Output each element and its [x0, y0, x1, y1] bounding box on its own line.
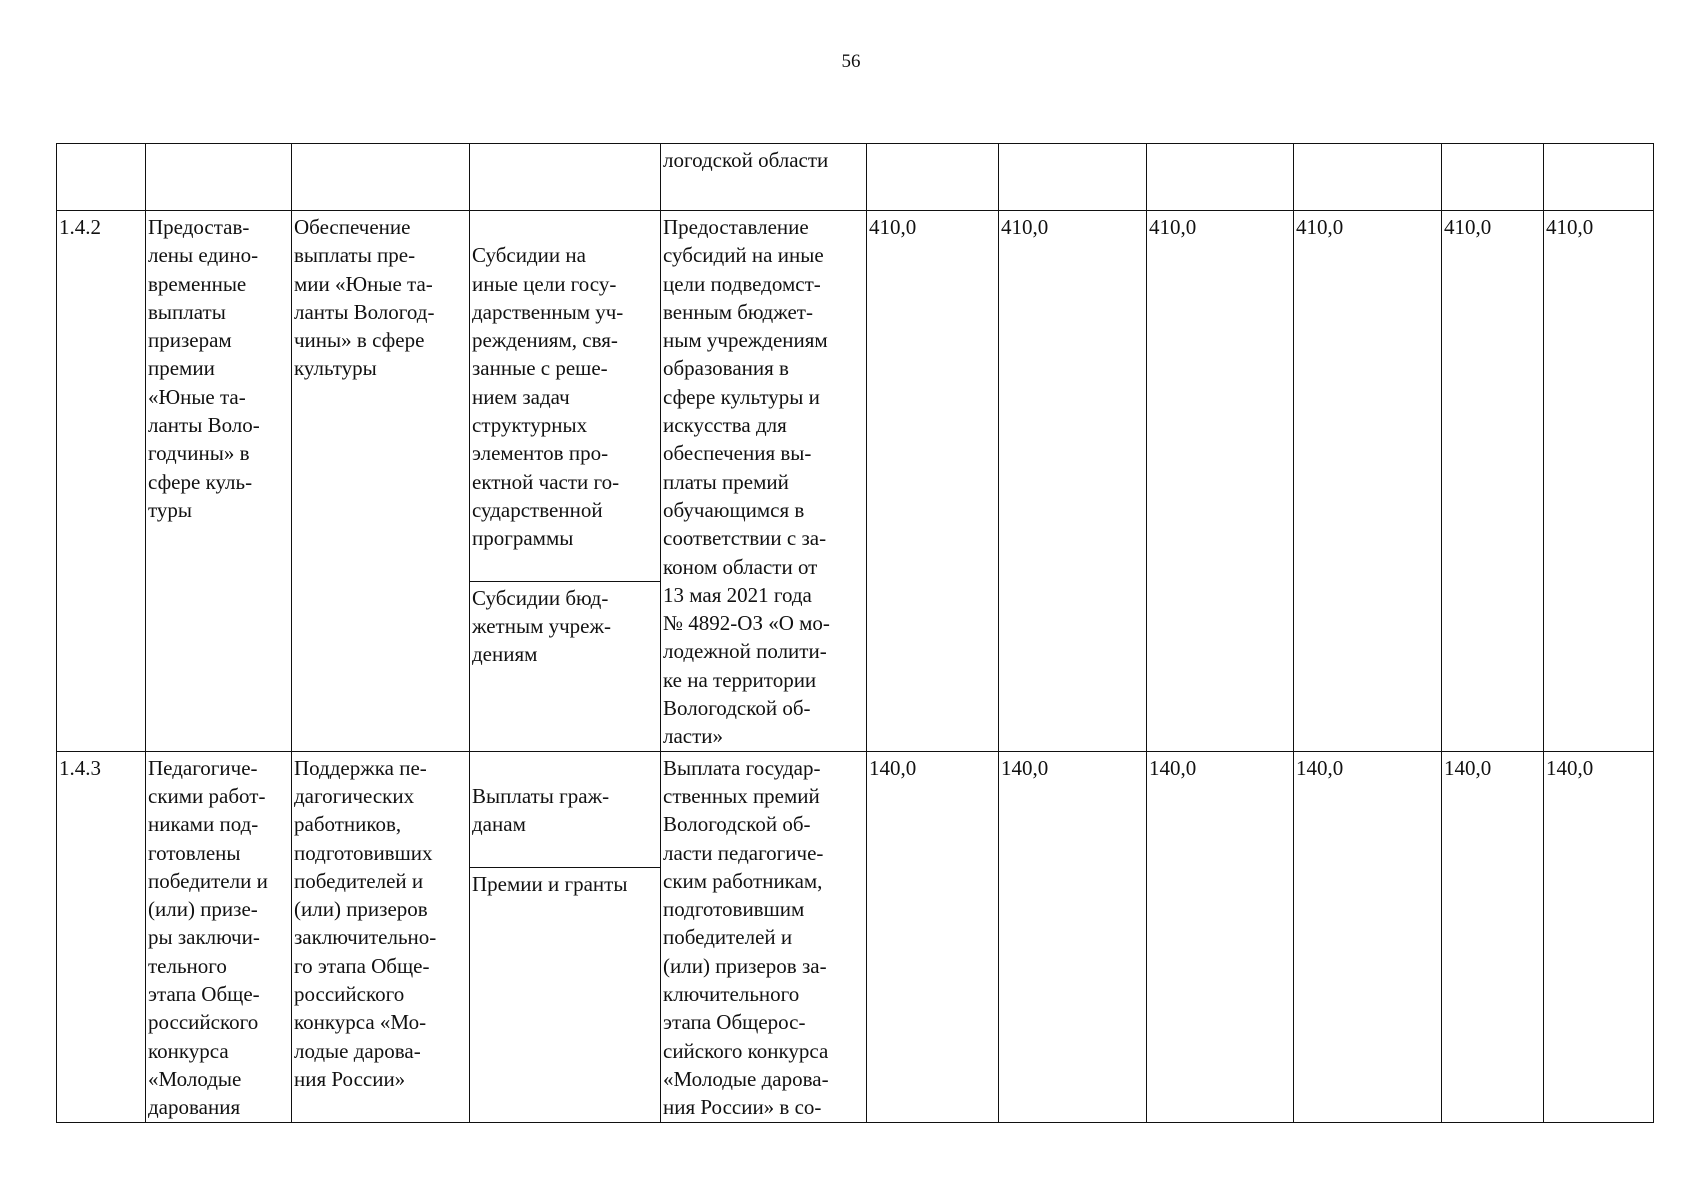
table-cell-description: логодской области — [661, 144, 867, 211]
value-cell: 140,0 — [1442, 751, 1544, 1122]
table-row — [57, 144, 1654, 211]
description-cell: Предоставление субсидий на иные цели подведомст- венным бюджет- ным учреждениям образования в сфере культуры и искусства для обеспечения вы- платы премий обучающимся в соответствии с за- коном области от 13 мая 2021 года № 4892-ОЗ «О мо- лодежной полити- ке на территории Вологодской об- ласти» — [661, 211, 867, 752]
table-cell — [146, 144, 292, 211]
value-cell: 410,0 — [1442, 211, 1544, 752]
value-cell: 140,0 — [999, 751, 1147, 1122]
value-cell: 410,0 — [1294, 211, 1442, 752]
table-cell — [1544, 144, 1654, 211]
value-cell: 140,0 — [1544, 751, 1654, 1122]
table-row — [57, 751, 1654, 1122]
value-cell: 140,0 — [867, 751, 999, 1122]
value-cell: 410,0 — [1147, 211, 1294, 752]
program-table — [56, 143, 1654, 1123]
value-cell: 410,0 — [867, 211, 999, 752]
row-number: 1.4.2 — [57, 211, 146, 752]
value-cell: 410,0 — [999, 211, 1147, 752]
value-cell: 140,0 — [1147, 751, 1294, 1122]
expense-direction: Субсидии на иные цели госу- дарственным уч- реждениям, свя- занные с реше- нием задач структурных элементов про- ектной части го- сударственной программы — [472, 243, 624, 551]
result-cell: Педагогиче- скими работ- никами под- готовлены победители и (или) призе- ры заключи- тельного этапа Обще- российского конкурса «Молодые дарования — [146, 751, 292, 1122]
measure-cell: Обеспечение выплаты пре- мии «Юные та- ланты Вологод- чины» в сфере культуры — [292, 211, 470, 752]
table-cell — [57, 144, 146, 211]
description-cell: Выплата государ- ственных премий Вологодской об- ласти педагогиче- ским работникам, подготовившим победителей и (или) призеров за- ключительного этапа Общерос- сийского конкурса «Молодые дарова- ния России» в со- — [661, 751, 867, 1122]
expense-direction-cell — [470, 751, 661, 1122]
value-cell: 140,0 — [1294, 751, 1442, 1122]
table-cell — [1442, 144, 1544, 211]
table-cell — [1147, 144, 1294, 211]
measure-cell: Поддержка пе- дагогических работников, подготовивших победителей и (или) призеров заключительно- го этапа Обще- российского конкурса «Мо- лодые дарова- ния России» — [292, 751, 470, 1122]
expense-direction: Премии и гранты — [470, 867, 660, 898]
table-cell — [292, 144, 470, 211]
expense-direction-cell — [470, 211, 661, 752]
table-cell — [867, 144, 999, 211]
expense-direction: Выплаты граж- данам — [472, 783, 610, 837]
table-cell — [470, 144, 661, 211]
page-number: 56 — [841, 51, 861, 72]
result-cell: Предостав- лены едино- временные выплаты призерам премии «Юные та- ланты Воло- годчины» в сфере куль- туры — [146, 211, 292, 752]
value-cell: 410,0 — [1544, 211, 1654, 752]
table-row — [57, 211, 1654, 752]
expense-direction: Субсидии бюд- жетным учреж- дениям — [470, 581, 660, 669]
table-cell — [999, 144, 1147, 211]
row-number: 1.4.3 — [57, 751, 146, 1122]
table-cell — [1294, 144, 1442, 211]
